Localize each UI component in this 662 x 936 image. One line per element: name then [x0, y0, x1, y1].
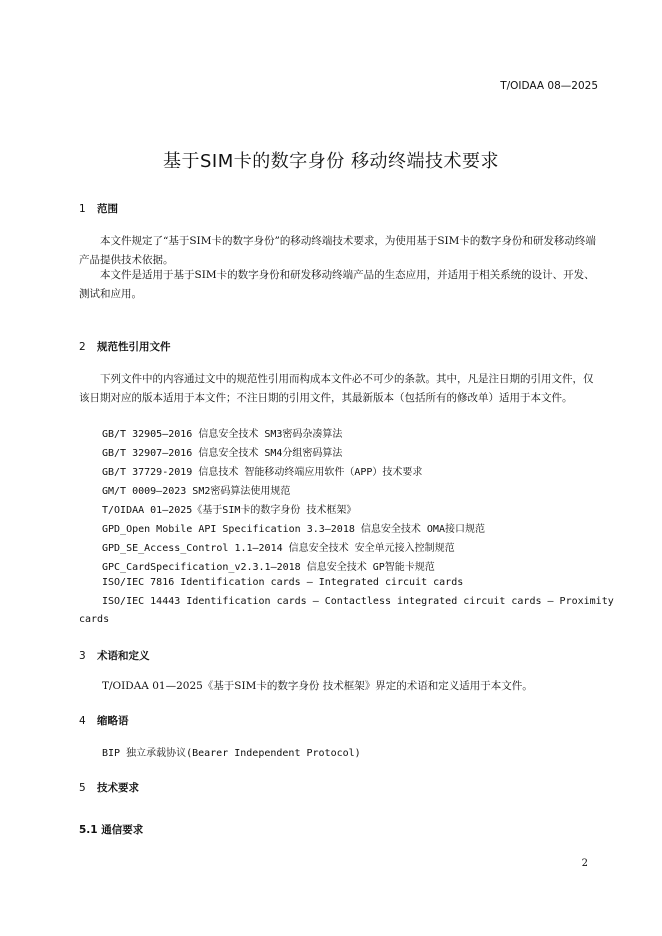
scope-paragraph-2: 本文件是适用于基于SIM卡的数字身份和研发移动终端产品的生态应用，并适用于相关系统的设计、开发、测试和应用。: [79, 269, 595, 300]
reference-item: ISO/IEC 7816 Identification cards — Integrated circuit cards: [102, 577, 464, 588]
section-4-heading: [79, 713, 129, 728]
section-1-heading: [79, 201, 118, 216]
abbreviation-bip: BIP 独立承载协议(Bearer Independent Protocol): [102, 748, 361, 759]
section-5-heading: [79, 780, 139, 795]
reference-item: GPD_SE_Access_Control 1.1—2014 信息安全技术 安全单元接入控制规范: [102, 543, 455, 554]
section-title: 规范性引用文件: [97, 341, 171, 353]
section-number: 1: [79, 203, 86, 215]
scope-paragraph-1: 本文件规定了“基于SIM卡的数字身份”的移动终端技术要求，为使用基于SIM卡的数字身份和研发移动终端产品提供技术依据。: [79, 235, 596, 266]
section-title: 范围: [97, 203, 118, 215]
page-number: 2: [581, 858, 588, 869]
terms-paragraph: T/OIDAA 01—2025《基于SIM卡的数字身份 技术框架》界定的术语和定义适用于本文件。: [102, 680, 533, 692]
reference-item: GB/T 32907—2016 信息安全技术 SM4分组密码算法: [102, 448, 343, 459]
section-title: 术语和定义: [97, 650, 150, 662]
section-number: 2: [79, 341, 86, 353]
document-title: 基于SIM卡的数字身份 移动终端技术要求: [163, 151, 499, 172]
reference-item: GPD_Open Mobile API Specification 3.3—2018 信息安全技术 OMA接口规范: [102, 524, 485, 535]
section-title: 缩略语: [97, 715, 129, 727]
section-2-heading: [79, 339, 171, 354]
reference-item: GPC_CardSpecification_v2.3.1—2018 信息安全技术 GP智能卡规范: [102, 562, 435, 573]
reference-item: ISO/IEC 14443 Identification cards — Contactless integrated circuit cards — Proximity: [102, 596, 614, 607]
section-number: 5: [79, 782, 86, 794]
document-code-header: T/OIDAA 08—2025: [500, 80, 598, 92]
subsection-5-1-heading: 5.1 通信要求: [79, 824, 144, 836]
reference-item-continuation: cards: [79, 614, 110, 625]
section-3-heading: [79, 648, 150, 663]
reference-item: GB/T 37729-2019 信息技术 智能移动终端应用软件（APP）技术要求: [102, 467, 423, 478]
section-title: 技术要求: [97, 782, 139, 794]
reference-item: T/OIDAA 01—2025《基于SIM卡的数字身份 技术框架》: [102, 505, 357, 516]
section-number: 3: [79, 650, 86, 662]
reference-item: GB/T 32905—2016 信息安全技术 SM3密码杂凑算法: [102, 429, 343, 440]
reference-item: GM/T 0009—2023 SM2密码算法使用规范: [102, 486, 291, 497]
section-number: 4: [79, 715, 86, 727]
normative-references-intro: 下列文件中的内容通过文中的规范性引用而构成本文件必不可少的条款。其中，凡是注日期的引用文件，仅该日期对应的版本适用于本文件；不注日期的引用文件，其最新版本（包括所有的修改单）适用于本文件。: [79, 373, 594, 404]
